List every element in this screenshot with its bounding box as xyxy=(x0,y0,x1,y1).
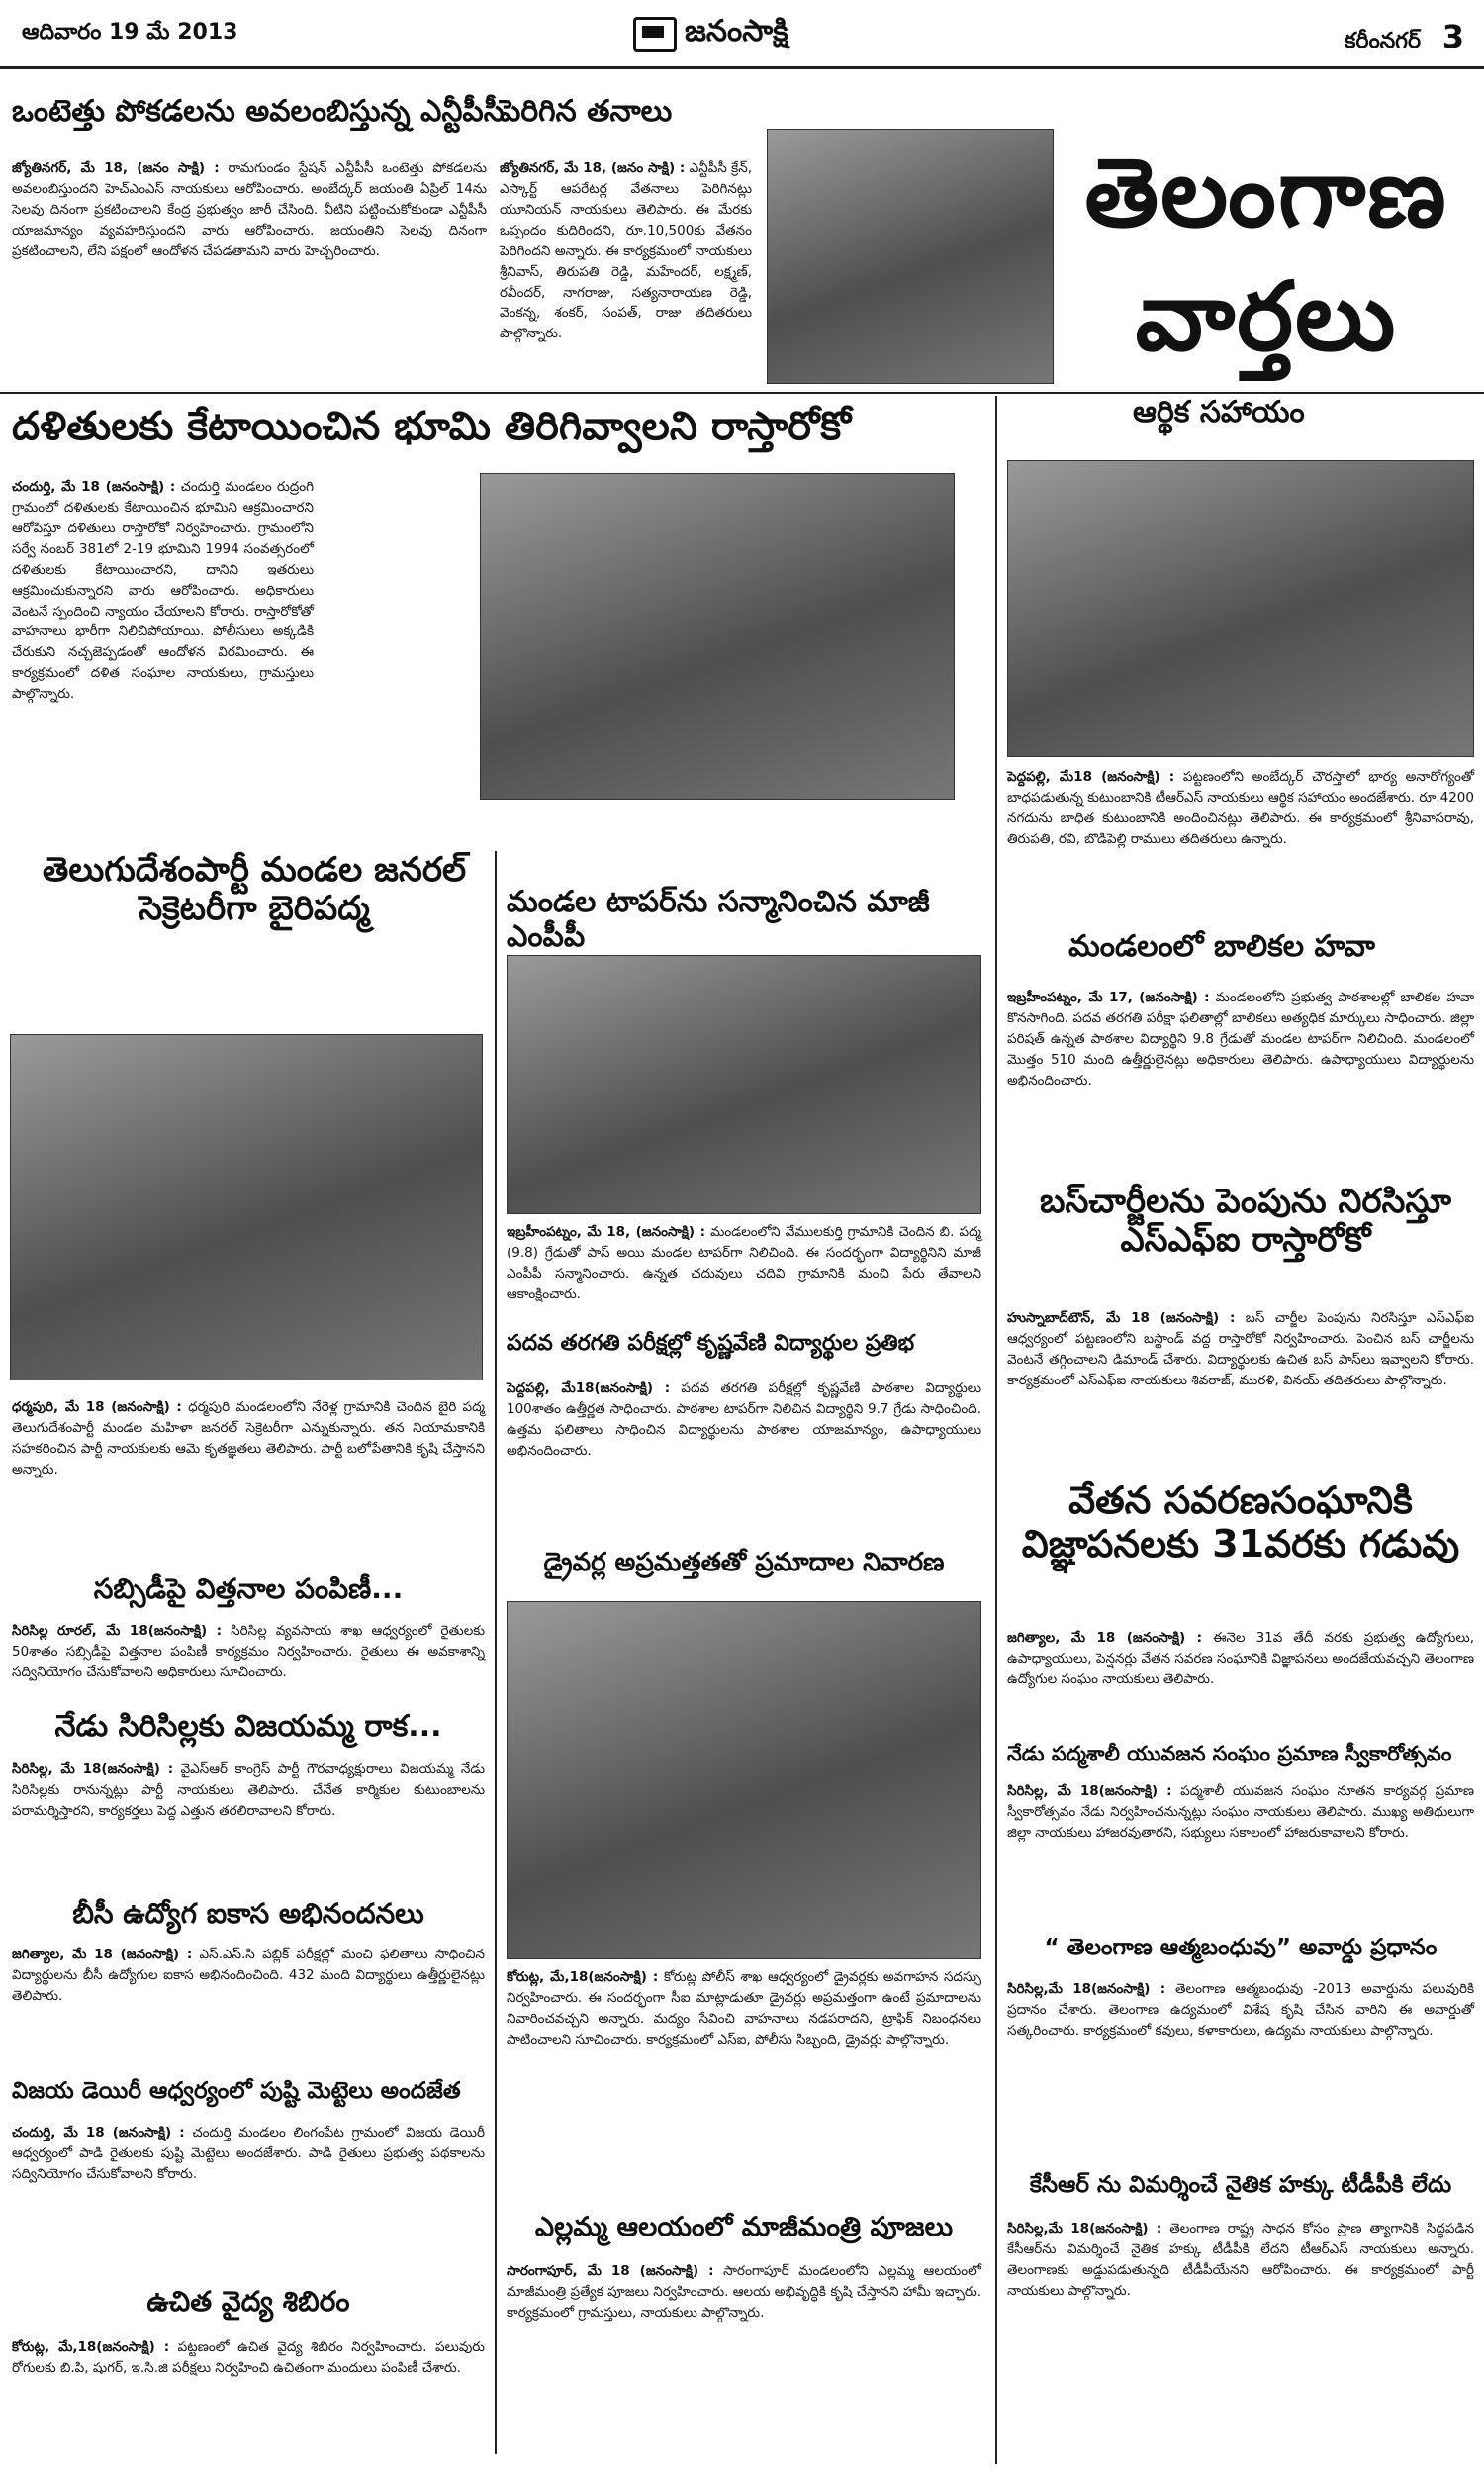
paper-name: జనంసాక్షి xyxy=(685,14,788,48)
headline-sfi: బస్‌చార్జీలను పెంపును నిరసిస్తూ ఎస్‌ఎఫ్‌ఐ రాస్తారోకో xyxy=(1040,1182,1451,1261)
column-divider xyxy=(995,396,997,2464)
article-aid xyxy=(1007,767,1474,905)
headline-medical-camp: ఉచిత వైద్య శిబిరం xyxy=(146,2285,350,2318)
article-body: తెలంగాణ రాష్ట్ర సాధన కోసం ప్రాణ త్యాగానికి సిద్ధపడిన కేసీఆర్‌ను విమర్శించే నైతిక హక్కు టీడీపీకి లేదని టీఆర్ఎస్ నాయకులు అన్నారు. తెలంగాణకు అడ్డుపడుతున్నది టీడీపీయేనని ఆరోపించారు. ఈ కార్యక్రమంలో పార్టీ నాయకులు పాల్గొన్నారు. xyxy=(1007,2221,1474,2299)
headline-aid: ఆర్థిక సహాయం xyxy=(1133,395,1305,429)
article-body: చందుర్తి మండలం రుద్రంగి గ్రామంలో దళితులకు కేటాయించిన భూమిని ఆక్రమించారని ఆరోపిస్తూ దళితులు రాస్తారోకో నిర్వహించారు. గ్రామంలోని సర్వే నంబర్ 381లో 2-19 భూమిని 1994 సంవత్సరంలో దళితులకు కేటాయించారని, దానిని ఇతరులు ఆక్రమించుకున్నారని వారు ఆరోపించారు. అధికారులు వెంటనే స్పందించి న్యాయం చేయాలని కోరారు. రాస్తారోకోతో వాహనాలు భారీగా నిలిచిపోయాయి. పోలీసులు అక్కడికి చేరుకుని నచ్చజెప్పడంతో ఆందోళన విరమించారు. ఈ కార్యక్రమంలో దళిత సంఘాల నాయకులు, గ్రామస్తులు పాల్గొన్నారు. xyxy=(12,479,314,703)
dateline: పెద్దపల్లి, మే18(జనంసాక్షి) : xyxy=(507,1380,671,1396)
edition-info xyxy=(1345,18,1464,58)
dateline: జ్యోతినగర్, మే 18, (జనం సాక్షి) : xyxy=(12,160,220,176)
article-pay-revision xyxy=(1007,1628,1474,1727)
article-wages xyxy=(500,158,752,406)
group-handover-photo xyxy=(1007,460,1474,757)
dateline: హుస్నాబాద్‌టౌన్, మే 18 (జనంసాక్షి) : xyxy=(1007,1310,1236,1326)
article-body: సిరిసిల్ల వ్యవసాయ శాఖ ఆధ్వర్యంలో రైతులకు 50శాతం సబ్సిడీపై విత్తనాల పంపిణీ కార్యక్రమం నిర్వహించారు. రైతులు ఈ అవకాశాన్ని సద్వినియోగం చేసుకోవాలని అధికారులు సూచించారు. xyxy=(12,1623,486,1680)
article-body: పట్టణంలో ఉచిత వైద్య శిబిరం నిర్వహించారు. పలువురు రోగులకు బి.పి, షుగర్, ఇ.సి.జి పరీక్షలు నిర్వహించి ఉచితంగా మందులు పంపిణీ చేశారు. xyxy=(12,2339,485,2376)
dateline: పెద్దపల్లి, మే18 (జనంసాక్షి) : xyxy=(1007,769,1175,785)
headline-kcr: కేసీఆర్ ను విమర్శించే నైతిక హక్కు టీడీపీకి లేదు xyxy=(1029,2172,1452,2198)
article-body: పదవ తరగతి పరీక్షల్లో కృష్ణవేణి పాఠశాల విద్యార్థులు 100శాతం ఉత్తీర్ణత సాధించారు. పాఠశాల టాపర్‌గా నిలిచిన విద్యార్థిని 9.7 గ్రేడు సాధించింది. ఉత్తమ ఫలితాలు సాధించిన విద్యార్థులను పాఠశాల యాజమాన్యం, ఉపాధ్యాయులు అభినందించారు. xyxy=(507,1380,981,1459)
dateline: కోరుట్ల, మే,18(జనంసాక్షి) : xyxy=(507,1969,659,1985)
masthead-line2: వార్తలు xyxy=(1135,261,1398,372)
column-divider xyxy=(495,851,497,2454)
page-header xyxy=(0,0,1484,69)
edition-name: కరీంనగర్ xyxy=(1345,29,1422,53)
headline-padmashali: నేడు పద్మశాలీ యువజన సంఘం ప్రమాణ స్వీకారోత్సవం xyxy=(1007,1742,1452,1765)
article-kcr xyxy=(1007,2219,1474,2461)
dateline: ఇబ్రహీంపట్నం, మే 17, (జనంసాక్షి) : xyxy=(1007,990,1210,1005)
protest-rally-photo xyxy=(480,473,955,800)
headline-pay-revision: వేతన సవరణసంఘానికి విజ్ఞాపనలకు 31వరకు గడువు xyxy=(1021,1478,1460,1566)
article-girls xyxy=(1007,988,1474,1158)
dateline: సారంగాపూర్, మే 18 (జనంసాక్షి) : xyxy=(507,2263,714,2279)
dateline: జ్యోతినగర్, మే 18, (జనం సాక్షి) : xyxy=(500,160,686,176)
article-vijayamma xyxy=(12,1760,485,1878)
headline-drivers: డ్రైవర్ల అప్రమత్తతతో ప్రమాదాల నివారణ xyxy=(543,1548,945,1577)
article-yellamma xyxy=(507,2261,981,2459)
article-body: మండలంలోని వేములకుర్తి గ్రామానికి చెందిన బి. పద్మ (9.8) గ్రేడుతో పాస్ అయి మండల టాపర్‌గా నిలిచింది. ఈ సందర్భంగా విద్యార్థినిని మాజీ ఎంపీపీ సన్మానించారు. ఉన్నత చదువులు చదివి గ్రామానికి మంచి పేరు తేవాలని ఆకాంక్షించారు. xyxy=(507,1224,982,1302)
dateline: సిరిసిల్ల రూరల్, మే 18(జనంసాక్షి) : xyxy=(12,1623,223,1639)
article-body: రామగుండం స్టేషన్ ఎన్టీపీసీ ఒంటెత్తు పోకడలను అవలంబిస్తుందని హెచ్ఎంఎస్ నాయకులు ఆరోపించారు. అంబేద్కర్ జయంతి ఏప్రిల్ 14ను సెలవు దినంగా ప్రకటించాలని కేంద్ర ప్రభుత్వం జారీ చేసింది. వీటిని పట్టించుకోకుండా ఎన్టీపీసీ యాజమాన్యం వ్యవహరిస్తుందని వారు ఆరోపించారు. జయంతిని సెలవు దినంగా ప్రకటించాలని, లేని పక్షంలో ఆందోళన చేపడతామని వారు హెచ్చరించారు. xyxy=(12,160,488,259)
headline-wages: పెరిగిన తనాలు xyxy=(500,94,673,129)
fort-ruins-photo xyxy=(767,129,1054,384)
masthead-line1: తెలంగాణ xyxy=(1084,138,1448,248)
newspaper-logo-icon xyxy=(633,17,677,52)
page-number: 3 xyxy=(1441,18,1464,55)
headline-seeds: సబ్సిడీపై విత్తనాల పంపిణీ... xyxy=(93,1572,404,1605)
dateline: సిరిసిల్ల,మే 18(జనంసాక్షి) : xyxy=(1007,2221,1162,2236)
dateline: చందుర్తి, మే 18 (జనంసాక్షి) : xyxy=(12,479,176,495)
article-body: ఎస్.ఎస్.సి పబ్లిక్ పరీక్షల్లో మంచి ఫలితాలు సాధించిన విద్యార్థులను బీసీ ఉద్యోగుల ఐకాస అభినందించింది. 432 మంది విద్యార్థులు ఉత్తీర్ణులైనట్లు తెలిపారు. xyxy=(12,1947,485,2004)
headline-vijayamma: నేడు సిరిసిల్లకు విజయమ్మ రాక... xyxy=(54,1709,442,1744)
article-tdp-secretary xyxy=(12,1397,485,1566)
article-bc-employees xyxy=(12,1945,485,2061)
headline-bc-employees: బీసీ ఉద్యోగ ఐకాస అభినందనలు xyxy=(72,1897,424,1930)
dateline: చందుర్తి, మే 18 (జనంసాక్షి) : xyxy=(12,2125,185,2141)
article-drivers xyxy=(507,1967,981,2175)
article-vijaya-dairy xyxy=(12,2123,485,2276)
headline-tdp-secretary: తెలుగుదేశంపార్టీ మండల జనరల్ సెక్రెటరీగా బైరిపద్మ xyxy=(42,850,467,929)
article-body: వైఎస్‌ఆర్ కాంగ్రెస్ పార్టీ గౌరవాధ్యక్షురాలు విజయమ్మ నేడు సిరిసిల్లకు రానున్నట్లు పార్టీ నాయకులు తెలిపారు. చేనేత కార్మికుల కుటుంబాలను పరామర్శిస్తారని, కార్యకర్తలు పెద్ద ఎత్తున తరలిరావాలని కోరారు. xyxy=(12,1761,485,1819)
article-body: బస్ చార్జీల పెంపును నిరసిస్తూ ఎస్‌ఎఫ్‌ఐ ఆధ్వర్యంలో పట్టణంలోని బస్టాండ్ వద్ద రాస్తారోకో నిర్వహించారు. పెంచిన బస్ చార్జీలను వెంటనే తగ్గించాలని డిమాండ్ చేశారు. విద్యార్థులకు ఉచిత బస్ పాస్‌లు ఇవ్వాలని కోరారు. కార్యక్రమంలో ఎస్‌ఎఫ్‌ఐ నాయకులు శివరాజ్, మురళి, వినయ్ తదితరులు పాల్గొన్నారు. xyxy=(1007,1310,1475,1388)
article-body: తెలంగాణ ఆత్మబంధువు -2013 అవార్డును పలువురికి ప్రదానం చేశారు. తెలంగాణ ఉద్యమంలో విశేష కృషి చేసిన వారిని ఈ అవార్డుతో సత్కరించారు. కార్యక్రమంలో కవులు, కళాకారులు, ఉద్యమ నాయకులు పాల్గొన్నారు. xyxy=(1007,1981,1475,2039)
dateline: సిరిసిల్ల, మే 18(జనంసాక్షి) : xyxy=(12,1761,174,1777)
article-body: ఈనెల 31వ తేదీ వరకు ప్రభుత్వ ఉద్యోగులు, ఉపాధ్యాయులు, పెన్షనర్లు వేతన సవరణ సంఘానికి విజ్ఞాపనలు అందజేయవచ్చని తెలంగాణ ఉద్యోగుల సంఘం నాయకులు తెలిపారు. xyxy=(1007,1630,1474,1687)
article-body: మండలంలోని ప్రభుత్వ పాఠశాలల్లో బాలికల హవా కొనసాగింది. పదవ తరగతి పరీక్షా ఫలితాల్లో బాలికలు అత్యధిక మార్కులు సాధించారు. జిల్లా పరిషత్ ఉన్నత పాఠశాల విద్యార్థిని 9.8 గ్రేడుతో మండల టాపర్‌గా నిలిచింది. మండలంలో మొత్తం 510 మంది ఉత్తీర్ణులైనట్లు అధికారులు తెలిపారు. ఉపాధ్యాయులు విద్యార్థులను అభినందించారు. xyxy=(1007,990,1475,1089)
dateline: కోరుట్ల, మే,18(జనంసాక్షి) : xyxy=(12,2339,170,2355)
dateline: ఇబ్రహీంపట్నం, మే 18, (జనంసాక్షి) : xyxy=(507,1224,705,1240)
article-body: సారంగాపూర్ మండలంలోని ఎల్లమ్మ ఆలయంలో మాజీమంత్రి ప్రత్యేక పూజలు నిర్వహించారు. ఆలయ అభివృద్ధికి కృషి చేస్తానని హామీ ఇచ్చారు. కార్యక్రమంలో గ్రామస్తులు, నాయకులు పాల్గొన్నారు. xyxy=(507,2263,981,2321)
police-meeting-photo xyxy=(507,1601,981,1959)
issue-date: ఆదివారం 19 మే 2013 xyxy=(22,20,238,45)
headline-mandal-topper: మండల టాపర్‌ను సన్మానించిన మాజీ ఎంపీపీ xyxy=(507,885,930,954)
dateline: జగిత్యాల, మే 18 (జనంసాక్షి) : xyxy=(12,1947,193,1962)
article-body: పట్టణంలోని అంబేద్కర్ చౌరస్తాలో భార్య అనారోగ్యంతో బాధపడుతున్న కుటుంబానికి టీఆర్ఎస్ నాయకులు ఆర్థిక సహాయం అందజేశారు. రూ.4200 నగదును బాధిత కుటుంబానికి అందించినట్లు తెలిపారు. ఈ కార్యక్రమంలో శ్రీనివాసరావు, తిరుపతి, రవి, బొడిపెల్లి రాములు తదితరులు ఉన్నారు. xyxy=(1007,769,1474,847)
paper-logo xyxy=(633,14,788,55)
headline-yellamma: ఎల్లమ్మ ఆలయంలో మాజీమంత్రి పూజలు xyxy=(534,2212,954,2242)
dateline: సిరిసిల్ల,మే 18(జనంసాక్షి) : xyxy=(1007,1981,1166,1997)
article-body: చందుర్తి మండలం లింగంపేట గ్రామంలో విజయ డెయిరీ ఆధ్వర్యంలో పాడి రైతులకు పుష్టి మెట్టెలు అందజేశారు. పాడి రైతులు ప్రభుత్వ పథకాలను సద్వినియోగం చేసుకోవాలని కోరారు. xyxy=(12,2125,485,2182)
divider xyxy=(0,392,1484,394)
dateline: ధర్మపురి, మే 18 (జనంసాక్షి) : xyxy=(12,1399,182,1415)
dateline: జగిత్యాల, మే 18 (జనంసాక్షి) : xyxy=(1007,1630,1203,1646)
headline-award: “ తెలంగాణ ఆత్మబంధువు” అవార్డు ప్రధానం xyxy=(1044,1935,1438,1960)
article-mandal-topper xyxy=(507,1222,981,1331)
article-body: పద్మశాలీ యువజన సంఘం నూతన కార్యవర్గ ప్రమాణ స్వీకారోత్సవం నేడు నిర్వహించనున్నట్లు సంఘం నాయకులు తెలిపారు. ముఖ్య అతిథులుగా జిల్లా నాయకులు హాజరవుతారని, సభ్యులు సకాలంలో హాజరుకావాలని కోరారు. xyxy=(1007,1783,1474,1841)
article-krishnaveni xyxy=(507,1379,981,1527)
felicitation-photo xyxy=(507,955,981,1214)
article-award xyxy=(1007,1979,1474,2152)
article-body: ఎన్టీపీసీ క్రేన్, ఎస్కార్ట్ ఆపరేటర్ల వేతనాలు పెరిగినట్లు యూనియన్ నాయకులు తెలిపారు. ఈ మేరకు ఒప్పందం కుదిరిందని, రూ.10,500కు వేతనం పెరిగిందని అన్నారు. ఈ కార్యక్రమంలో నాయకులు శ్రీనివాస్, తిరుపతి రెడ్డి, మహేందర్, లక్ష్మణ్, రవీందర్, నాగరాజు, సత్యనారాయణ రెడ్డి, వెంకన్న, శంకర్, సంపత్, రాజు తదితరులు పాల్గొన్నారు. xyxy=(500,160,752,342)
woman-portrait-photo xyxy=(10,1034,483,1380)
article-medical-camp xyxy=(12,2337,485,2461)
article-padmashali xyxy=(1007,1781,1474,1915)
article-seeds xyxy=(12,1621,485,1692)
article-ntpc xyxy=(12,158,487,426)
headline-vijaya-dairy: విజయ డెయిరీ ఆధ్వర్యంలో పుష్టి మెట్టెలు అందజేత xyxy=(12,2078,461,2104)
article-body: కోరుట్ల పోలీస్ శాఖ ఆధ్వర్యంలో డ్రైవర్లకు అవగాహన సదస్సు నిర్వహించారు. ఈ సందర్భంగా సీఐ మాట్లాడుతూ డ్రైవర్లు అప్రమత్తంగా ఉంటే ప్రమాదాలను నివారించవచ్చని అన్నారు. మద్యం సేవించి వాహనాలు నడపరాదని, ట్రాఫిక్ నిబంధనలు పాటించాలని సూచించారు. కార్యక్రమంలో ఎస్ఐ, పోలీసు సిబ్బంది, డ్రైవర్లు పాల్గొన్నారు. xyxy=(507,1969,981,2047)
article-body: ధర్మపురి మండలంలోని నేరెళ్ల గ్రామానికి చెందిన బైరి పద్మ తెలుగుదేశంపార్టీ మండల మహిళా జనరల్ సెక్రెటరీగా ఎన్నుకున్నారు. తన నియామకానికి సహకరించిన పార్టీ నాయకులకు ఆమె కృతజ్ఞతలు తెలిపారు. పార్టీ బలోపేతానికి కృషి చేస్తానని అన్నారు. xyxy=(12,1399,486,1477)
headline-dalit-land: దళితులకు కేటాయించిన భూమి తిరిగివ్వాలని రాస్తారోకో xyxy=(12,404,852,449)
headline-ntpc: ఒంటెత్తు పోకడలను అవలంబిస్తున్న ఎన్టీపీసీ xyxy=(12,94,505,129)
dateline: సిరిసిల్ల, మే 18(జనంసాక్షి) : xyxy=(1007,1783,1172,1799)
headline-girls: మండలంలో బాలికల హవా xyxy=(1068,929,1375,964)
headline-krishnaveni: పదవ తరగతి పరీక్షల్లో కృష్ణవేణి విద్యార్థుల ప్రతిభ xyxy=(507,1331,915,1356)
article-sfi xyxy=(1007,1308,1474,1457)
